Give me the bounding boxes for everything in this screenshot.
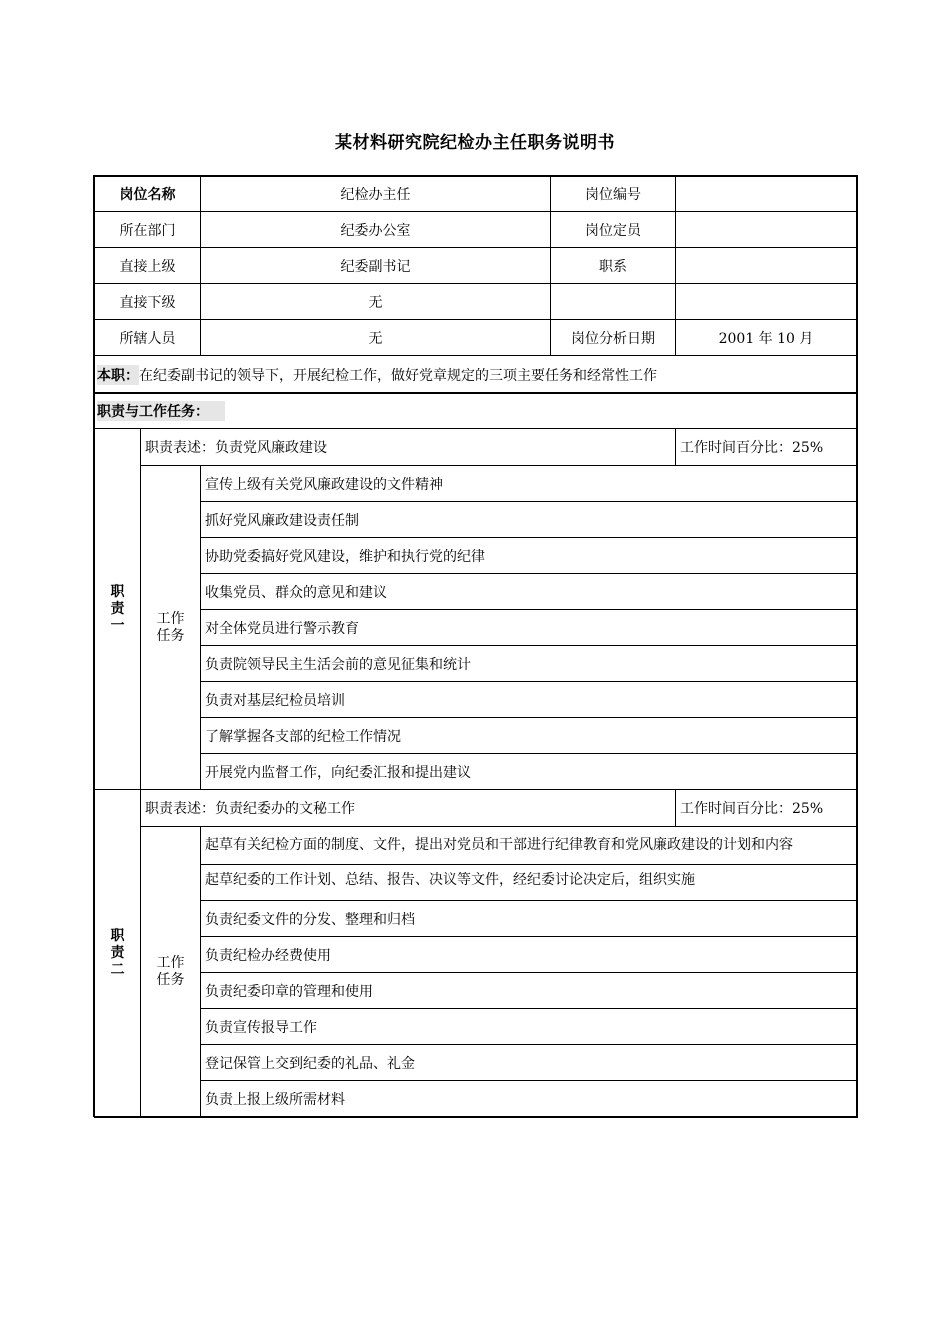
job-family-label: 职系	[599, 258, 627, 275]
subordinate-label: 直接下级	[119, 294, 176, 311]
duty-1-task: 协助党委搞好党风建设，维护和执行党的纪律	[205, 548, 485, 565]
duties-header: 职责与工作任务：	[97, 401, 225, 421]
duty-1-tasks-label	[141, 466, 200, 789]
duty-1-label-char: 责	[110, 600, 125, 617]
duty-2-task: 负责纪检办经费使用	[205, 947, 331, 964]
duty-2-task: 负责上报上级所需材料	[205, 1091, 345, 1108]
duty-2-time-pct: 工作时间百分比：25%	[680, 801, 824, 817]
duty-1-task: 了解掌握各支部的纪检工作情况	[205, 728, 401, 745]
subordinate-value: 无	[368, 294, 383, 311]
duty-2-task: 负责纪委印章的管理和使用	[205, 983, 373, 1000]
duty-2-label-char: 职	[110, 927, 125, 944]
duty-1-task: 负责院领导民主生活会前的意见征集和统计	[205, 656, 471, 673]
duty-2-task: 起草有关纪检方面的制度、文件，提出对党员和干部进行纪律教育和党风廉政建设的计划和内容	[205, 837, 793, 853]
duty-1-task: 收集党员、群众的意见和建议	[205, 584, 387, 601]
duty-2-task: 登记保管上交到纪委的礼品、礼金	[205, 1055, 415, 1072]
document-title: 某材料研究院纪检办主任职务说明书	[335, 133, 615, 153]
tasks-label-line: 工作	[156, 610, 185, 627]
duty-1-label-char: 一	[110, 617, 125, 634]
duty-2-label	[95, 790, 140, 1116]
duty-1-task: 抓好党风廉政建设责任制	[205, 512, 359, 529]
duty-2-task: 负责纪委文件的分发、整理和归档	[205, 911, 415, 928]
headcount-value	[676, 212, 856, 247]
duty-1-description: 职责表述：负责党风廉政建设	[145, 440, 327, 456]
duties-header-row	[95, 394, 855, 428]
duty-1-label-char: 职	[110, 583, 125, 600]
tasks-label-line: 任务	[156, 627, 185, 644]
tasks-label-line: 任务	[156, 971, 185, 988]
duty-2-task: 负责宣传报导工作	[205, 1019, 317, 1036]
managed-value: 无	[368, 330, 383, 347]
summary-text: 在纪委副书记的领导下，开展纪检工作，做好党章规定的三项主要任务和经常性工作	[139, 367, 657, 384]
position-name-label: 岗位名称	[119, 186, 176, 203]
superior-value: 纪委副书记	[340, 258, 411, 275]
headcount-label: 岗位定员	[585, 222, 641, 239]
duty-2-tasks-label	[141, 827, 200, 1116]
tasks-label-line: 工作	[156, 954, 185, 971]
summary-label: 本职：	[97, 365, 139, 385]
duty-2-description: 职责表述：负责纪委办的文秘工作	[145, 801, 355, 817]
duty-1-label	[95, 429, 140, 789]
department-value: 纪委办公室	[340, 222, 411, 239]
managed-label: 所辖人员	[119, 330, 176, 347]
duty-2-task: 起草纪委的工作计划、总结、报告、决议等文件，经纪委讨论决定后，组织实施	[205, 872, 695, 888]
analysis-date-value: 2001 年 10 月	[718, 330, 814, 347]
duty-1-task: 对全体党员进行警示教育	[205, 620, 359, 637]
duty-1-task: 负责对基层纪检员培训	[205, 692, 345, 709]
duty-1-task: 开展党内监督工作，向纪委汇报和提出建议	[205, 764, 471, 781]
department-label: 所在部门	[119, 222, 176, 239]
duty-2-label-char: 责	[110, 944, 125, 961]
duty-2-label-char: 二	[110, 961, 125, 978]
superior-label: 直接上级	[119, 258, 176, 275]
position-name-value: 纪检办主任	[340, 186, 411, 203]
analysis-date-label: 岗位分析日期	[571, 330, 655, 347]
duty-1-time-pct: 工作时间百分比：25%	[680, 440, 824, 456]
job-family-value	[676, 248, 856, 283]
position-code-label: 岗位编号	[585, 186, 641, 203]
duty-1-task: 宣传上级有关党风廉政建设的文件精神	[205, 476, 443, 493]
summary-row	[95, 357, 855, 392]
position-code-value	[676, 176, 856, 211]
